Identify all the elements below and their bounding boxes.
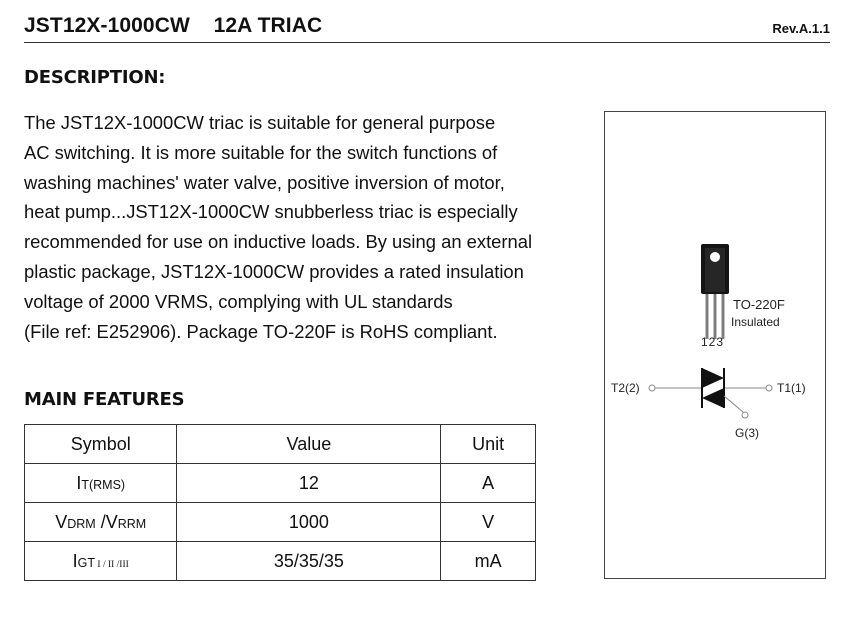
package-and-symbol-drawing	[605, 112, 825, 578]
column-header-value: Value	[177, 425, 441, 464]
main-features-heading: MAIN FEATURES	[24, 389, 185, 410]
gate-terminal-label: G(3)	[735, 426, 759, 440]
revision-label: Rev.A.1.1	[772, 21, 830, 36]
value-cell: 1000	[177, 503, 441, 542]
unit-cell: mA	[441, 542, 536, 581]
package-image-box	[604, 111, 826, 579]
symbol-main: I	[72, 550, 78, 571]
document-title: JST12X-1000CW 12A TRIAC	[24, 14, 323, 37]
pin-numbers-label: 123	[701, 335, 725, 349]
table-row	[25, 542, 536, 581]
description-paragraph	[24, 108, 614, 346]
triac-symbol-icon	[649, 368, 772, 418]
package-note-label: Insulated	[731, 315, 780, 329]
symbol-cell	[25, 503, 177, 542]
symbol-subscript: DRM	[67, 516, 96, 531]
quadrant-subscript: I / II /III	[95, 559, 129, 570]
t2-terminal-label: T2(2)	[611, 381, 640, 395]
package-name-label: TO-220F	[733, 297, 785, 312]
unit-cell: V	[441, 503, 536, 542]
column-header-unit: Unit	[441, 425, 536, 464]
value-cell: 35/35/35	[177, 542, 441, 581]
t1-terminal-label: T1(1)	[777, 381, 806, 395]
page-header	[24, 12, 830, 43]
table-row	[25, 503, 536, 542]
symbol-subscript: RRM	[117, 516, 147, 531]
column-header-symbol: Symbol	[25, 425, 177, 464]
description-line: (File ref: E252906). Package TO-220F is RoHS compliant.	[24, 320, 498, 342]
value-cell: 12	[177, 464, 441, 503]
description-line: heat pump...JST12X-1000CW snubberless triac is especially	[24, 201, 518, 223]
table-header-row	[25, 425, 536, 464]
unit-cell: A	[441, 464, 536, 503]
main-features-table	[24, 424, 536, 581]
symbol-subscript: T(RMS)	[81, 477, 126, 492]
symbol-separator: /	[95, 511, 106, 532]
symbol-cell	[25, 464, 177, 503]
symbol-cell	[25, 542, 177, 581]
symbol-main: V	[105, 511, 118, 532]
description-line: recommended for use on inductive loads. By using an external	[24, 231, 533, 253]
description-line: AC switching. It is more suitable for the switch functions of	[24, 141, 498, 163]
description-line: plastic package, JST12X-1000CW provides a rated insulation	[24, 260, 524, 282]
symbol-main: V	[55, 511, 68, 532]
to220f-package-icon	[701, 244, 729, 339]
description-heading: DESCRIPTION:	[24, 67, 166, 88]
symbol-subscript: GT	[77, 555, 96, 570]
description-line: washing machines' water valve, positive inversion of motor,	[24, 171, 505, 193]
table-row	[25, 464, 536, 503]
symbol-main: I	[76, 472, 82, 493]
description-line: voltage of 2000 VRMS, complying with UL standards	[24, 290, 453, 312]
description-line: The JST12X-1000CW triac is suitable for general purpose	[24, 112, 496, 133]
